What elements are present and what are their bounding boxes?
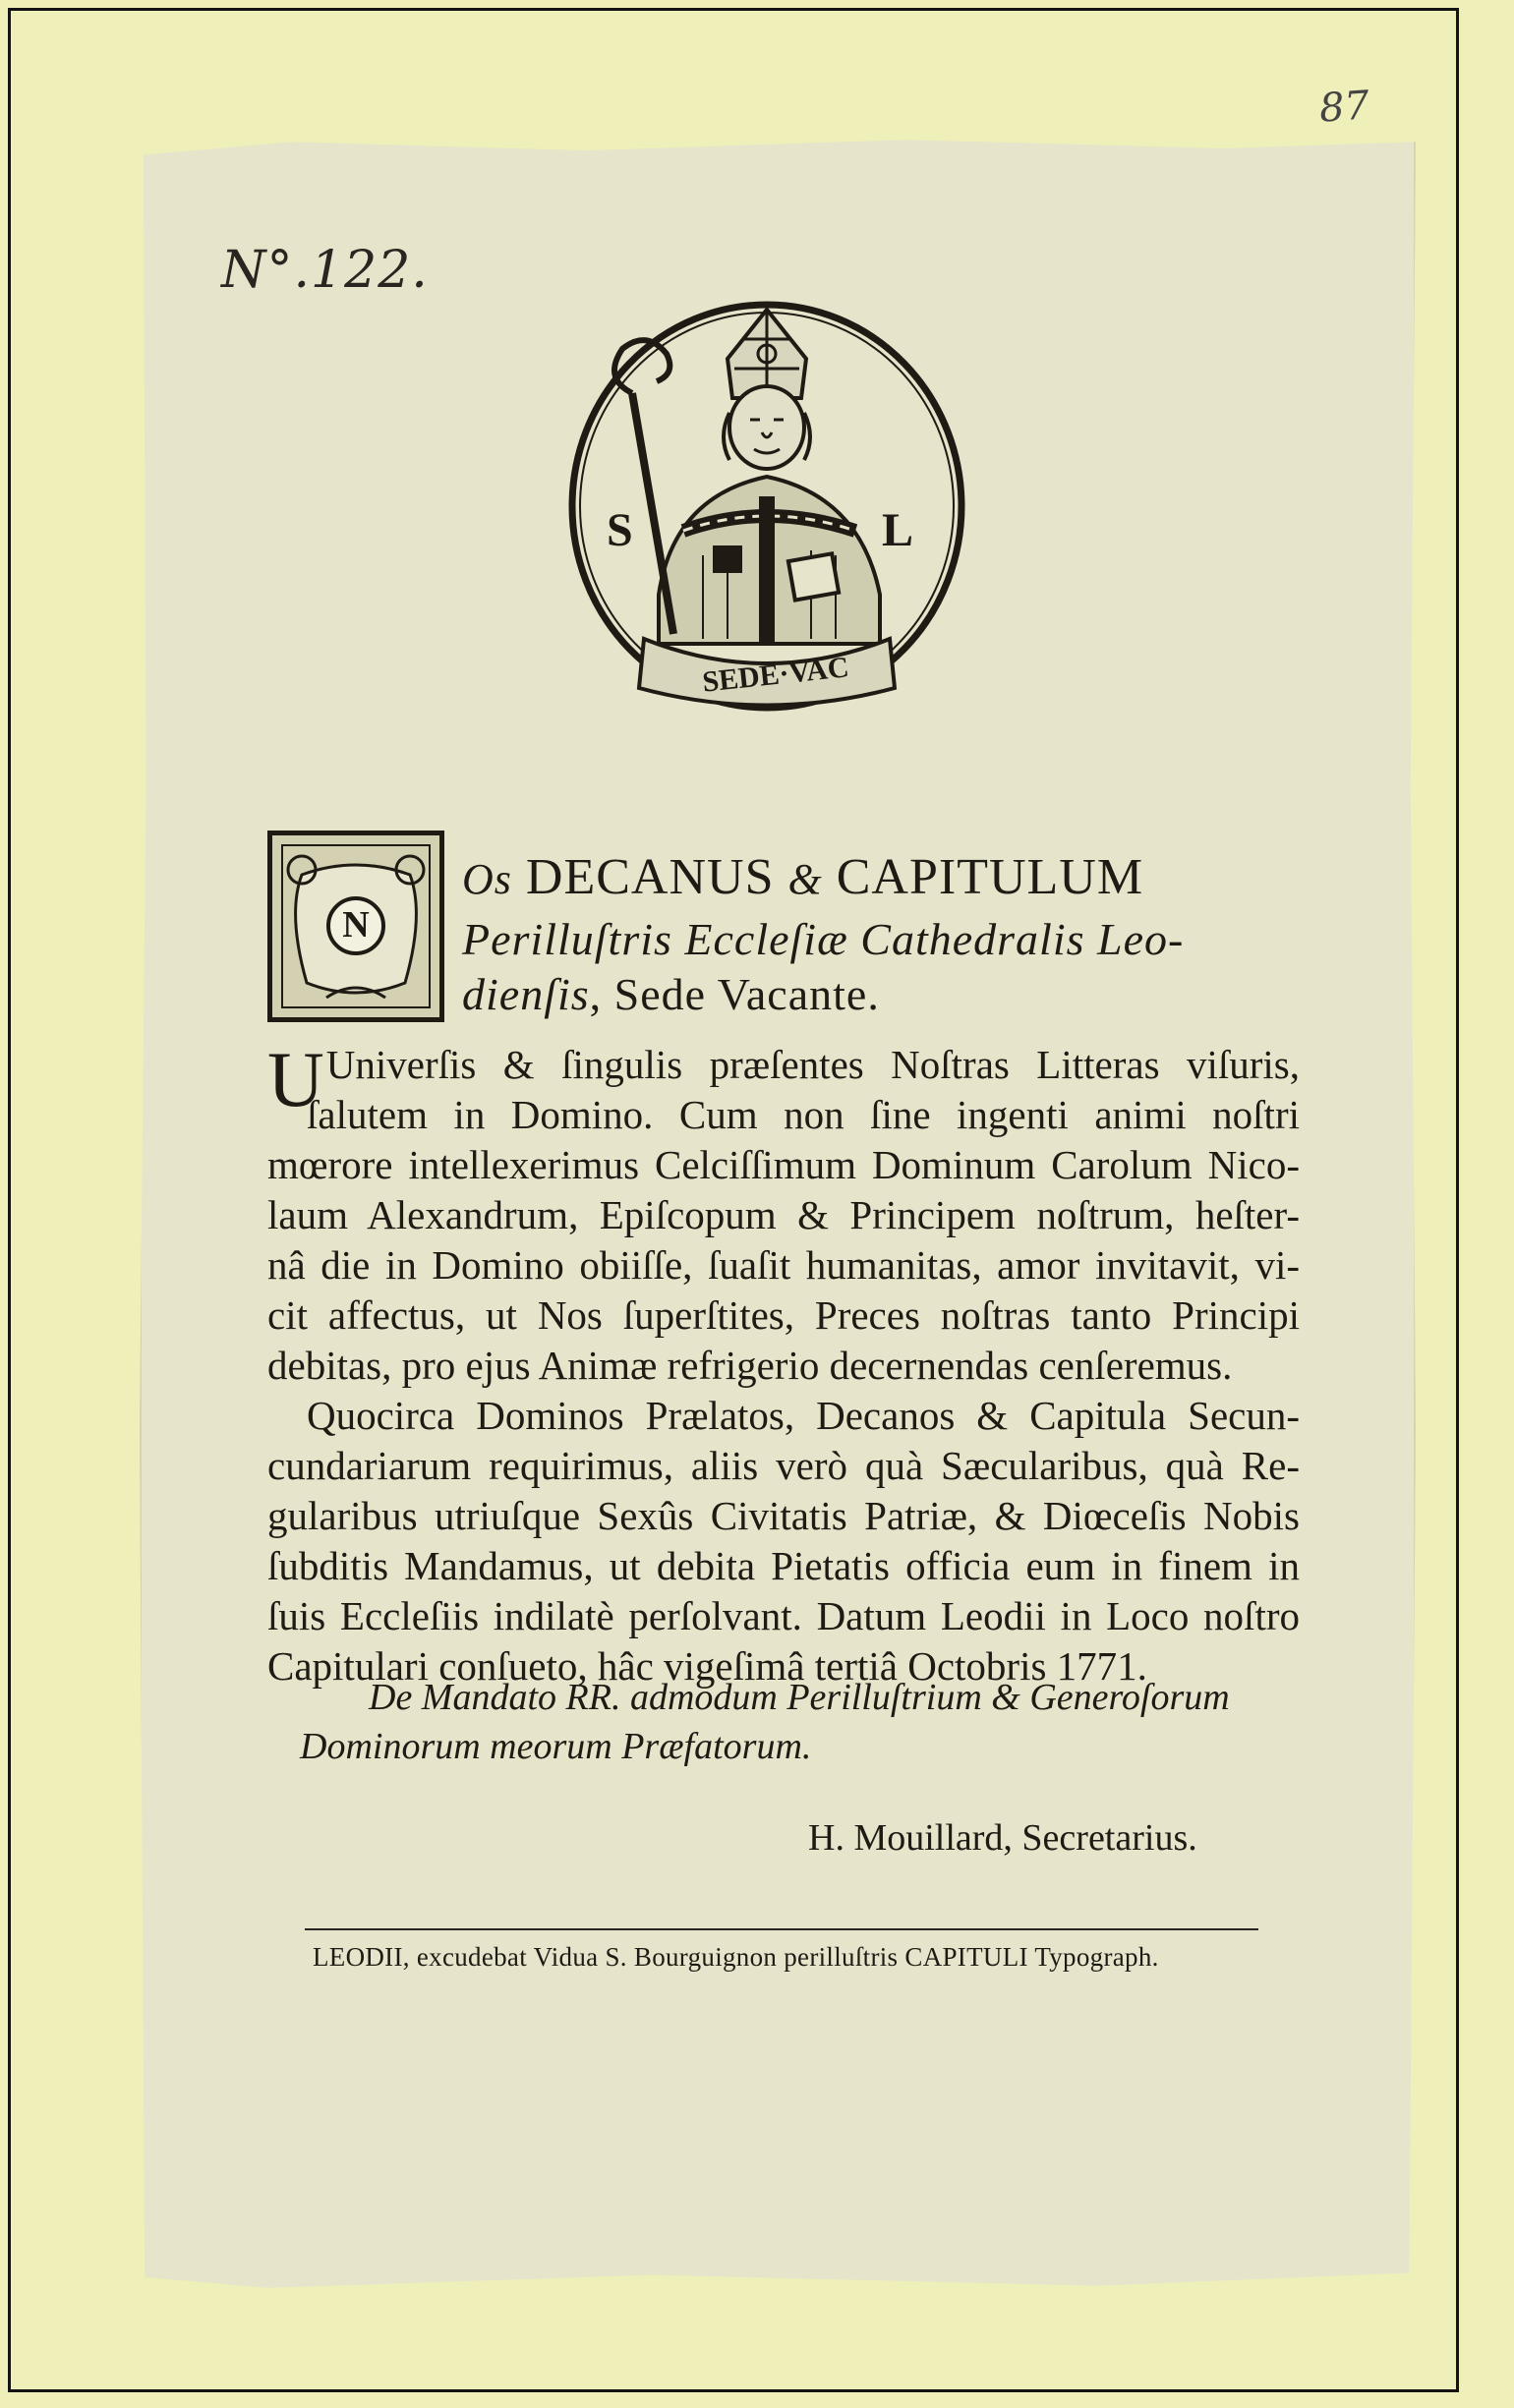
- heading-line-3: dienſis, Sede Vacante.: [462, 969, 880, 1019]
- bishop-seal-image: [565, 300, 968, 713]
- body-line-11: ſubditis Mandamus, ut debita Pietatis officia eum in finem in: [267, 1543, 1300, 1588]
- body-line-13: Capitulari conſueto, hâc vigeſimâ tertiâ Octobris 1771.: [267, 1643, 1147, 1689]
- seal-banner-text: SEDE·VAC: [700, 651, 850, 699]
- footer-rule: [305, 1928, 1258, 1930]
- mandate-line-2: Dominorum meorum Præfatorum.: [300, 1726, 812, 1767]
- seal-letter-s: S: [607, 504, 633, 556]
- heading-line-1: Os DECANUS & CAPITULUM: [462, 849, 1144, 905]
- archive-number: 87: [1317, 83, 1371, 132]
- heading-block: [267, 831, 1300, 1027]
- body-line-10: gularibus utriuſque Sexûs Civitatis Patriæ, & Diœceſis Nobis: [267, 1493, 1300, 1538]
- secretary-signature: H. Mouillard, Secretarius.: [808, 1817, 1197, 1859]
- heading-line-2: Perilluſtris Eccleſiæ Cathedralis Leo-: [462, 914, 1185, 964]
- body-line-1: UUniverſis & ſingulis præſentes Noſtras Litteras viſuris,: [267, 1037, 1300, 1123]
- document-number: N°.122.: [221, 241, 429, 300]
- body-line-9: cundariarum requirimus, aliis verò quà Sæcularibus, quà Re-: [267, 1443, 1300, 1488]
- body-line-7: debitas, pro ejus Animæ refrigerio decernendas cenſeremus.: [267, 1343, 1233, 1388]
- mandate-line-1: De Mandato RR. admodum Perilluſtrium & Generoſorum: [369, 1677, 1230, 1718]
- body-line-4: laum Alexandrum, Epiſcopum & Principem noſtrum, heſter-: [267, 1192, 1300, 1237]
- mandate-note: [300, 1673, 1303, 1771]
- body-line-2: ſalutem in Domino. Cum non ſine ingenti animi noſtri: [307, 1092, 1300, 1137]
- body-line-6: cit affectus, ut Nos ſuperſtites, Preces noſtras tanto Principi: [267, 1292, 1300, 1338]
- body-line-12: ſuis Eccleſiis indilatè perſolvant. Datum Leodii in Loco noſtro: [267, 1593, 1300, 1638]
- body-line-8: Quocirca Dominos Prælatos, Decanos & Capitula Secun-: [307, 1393, 1300, 1438]
- body-line-3: mœrore intellexerimus Celciſſimum Dominum Carolum Nico-: [267, 1142, 1300, 1187]
- printer-imprint: LEODII, excudebat Vidua S. Bourguignon perilluſtris CAPITULI Typograph.: [313, 1942, 1159, 1972]
- drop-cap-letter: N: [342, 904, 370, 946]
- body-line-5: nâ die in Domino obiiſſe, ſuaſit humanitas, amor invitavit, vi-: [267, 1242, 1300, 1288]
- body-text: [267, 1037, 1300, 1691]
- ornamental-drop-cap: [267, 831, 444, 1022]
- bishop-seal-woodcut: [565, 300, 968, 713]
- seal-letter-l: L: [882, 504, 914, 556]
